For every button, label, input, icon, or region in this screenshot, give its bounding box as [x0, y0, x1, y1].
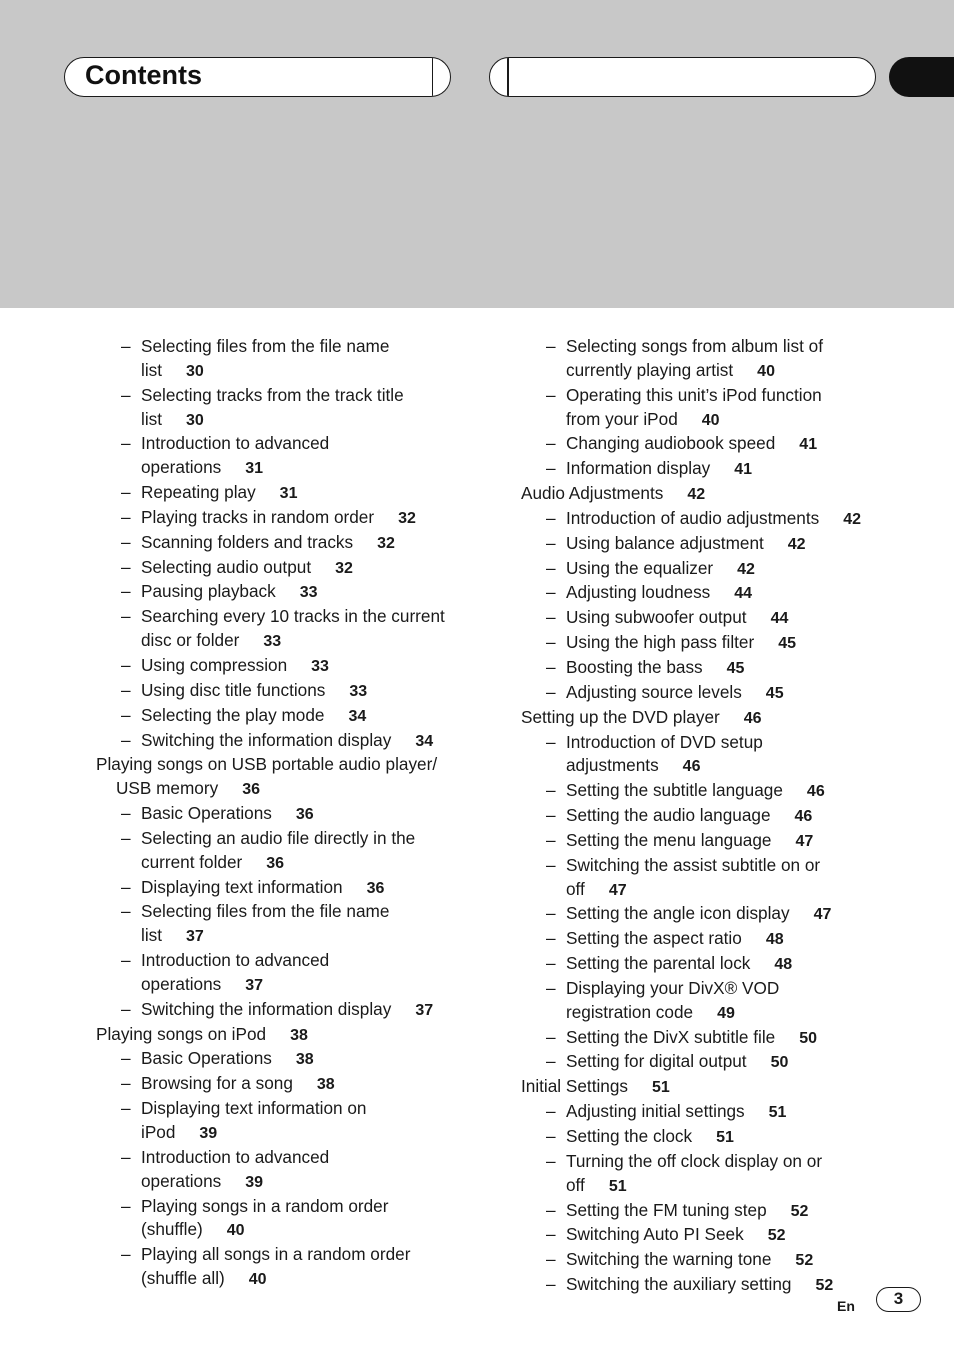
toc-dash: –	[546, 928, 556, 949]
toc-item[interactable]	[96, 1072, 496, 1097]
toc-page-number: 50	[799, 1029, 818, 1047]
toc-section[interactable]	[521, 482, 921, 507]
toc-page-number: 36	[295, 806, 314, 824]
toc-section[interactable]	[96, 1023, 496, 1048]
toc-item[interactable]	[521, 432, 921, 457]
toc-dash: –	[546, 731, 556, 752]
toc-dash: –	[121, 901, 131, 922]
toc-dash: –	[121, 1098, 131, 1119]
toc-item-label: Setting the aspect ratio	[566, 928, 742, 949]
toc-dash: –	[546, 977, 556, 998]
toc-item[interactable]	[521, 557, 921, 582]
toc-page-number: 51	[652, 1079, 670, 1097]
toc-item[interactable]	[96, 531, 496, 556]
toc-item[interactable]	[521, 656, 921, 681]
toc-page-number: 37	[415, 1001, 434, 1019]
toc-dash: –	[546, 532, 556, 553]
toc-item-label: Switching the information display	[141, 998, 392, 1019]
page-number-badge	[876, 1287, 921, 1312]
toc-dash: –	[546, 384, 556, 405]
toc-item-label: Displaying text information on	[141, 1098, 367, 1119]
toc-dash: –	[546, 1026, 556, 1047]
toc-item[interactable]	[96, 729, 496, 754]
toc-dash: –	[121, 1244, 131, 1265]
toc-item[interactable]	[521, 927, 921, 952]
toc-item-label: off	[566, 878, 585, 899]
toc-item-label: iPod	[141, 1122, 176, 1142]
toc-page-number: 52	[795, 1252, 814, 1270]
toc-dash: –	[121, 556, 131, 577]
toc-item-label: Displaying text information	[141, 876, 343, 897]
toc-item[interactable]	[521, 804, 921, 829]
toc-dash: –	[546, 336, 556, 356]
toc-page-number: 45	[778, 635, 797, 653]
toc-dash: –	[546, 656, 556, 677]
toc-page-number: 31	[279, 485, 298, 503]
toc-item[interactable]	[96, 580, 496, 605]
toc-item-label: current folder	[141, 851, 243, 872]
toc-page-number: 50	[770, 1054, 789, 1072]
toc-item[interactable]	[521, 1100, 921, 1125]
toc-item-label: Setting the parental lock	[566, 953, 751, 974]
page-number: 3	[893, 1289, 904, 1308]
toc-page-number: 46	[682, 758, 701, 776]
toc-page-number: 42	[787, 535, 806, 553]
toc-item-label: Information display	[566, 458, 711, 479]
toc-item[interactable]	[521, 507, 921, 532]
toc-item-label: Repeating play	[141, 482, 256, 503]
toc-item-label: Boosting the bass	[566, 656, 703, 677]
toc-page-number: 51	[716, 1129, 734, 1146]
footer-language: En	[837, 1298, 855, 1314]
toc-page-number: 46	[794, 808, 813, 826]
page-title: Contents	[85, 60, 202, 90]
toc-page-number: 40	[226, 1222, 245, 1240]
toc-item-label: (shuffle)	[141, 1219, 203, 1240]
toc-dash: –	[121, 827, 131, 848]
toc-dash: –	[546, 780, 556, 801]
toc-page-number: 51	[768, 1104, 787, 1122]
toc-dash: –	[121, 998, 131, 1019]
toc-item[interactable]	[96, 876, 496, 901]
toc-item-label: Browsing for a song	[141, 1073, 293, 1094]
toc-dash: –	[546, 1249, 556, 1270]
toc-item[interactable]	[96, 827, 496, 876]
toc-page-number: 41	[734, 461, 753, 479]
toc-dash: –	[546, 507, 556, 528]
toc-item[interactable]	[521, 1199, 921, 1224]
toc-item[interactable]	[521, 335, 921, 384]
toc-page-number: 47	[608, 881, 627, 899]
toc-item-label: Selecting songs from album list of	[566, 336, 823, 356]
toc-page-number: 44	[770, 610, 789, 628]
toc-item-label: Setting the FM tuning step	[566, 1199, 767, 1220]
toc-item-label: Selecting the play mode	[141, 704, 325, 725]
toc-dash: –	[121, 1195, 131, 1216]
toc-dash: –	[546, 1101, 556, 1122]
toc-item-label: Introduction to advanced	[141, 950, 330, 971]
toc-item-label: (shuffle all)	[141, 1268, 225, 1289]
toc-item[interactable]	[521, 681, 921, 706]
toc-item[interactable]	[521, 902, 921, 927]
toc-dash: –	[121, 606, 131, 627]
toc-page-number: 46	[806, 783, 825, 801]
toc-item[interactable]	[96, 900, 496, 949]
toc-item[interactable]	[521, 854, 921, 903]
toc-item-label: Basic Operations	[141, 1048, 272, 1069]
toc-page-number: 31	[245, 460, 264, 478]
toc-page-number: 30	[186, 411, 204, 429]
toc-item[interactable]	[521, 1050, 921, 1075]
toc-item-label: Adjusting initial settings	[566, 1101, 745, 1122]
toc-page-number: 36	[242, 781, 260, 799]
toc-dash: –	[121, 531, 131, 552]
toc-page-number: 52	[815, 1277, 834, 1295]
toc-item-label: Pausing playback	[141, 581, 276, 602]
toc-dash: –	[121, 581, 131, 602]
toc-item-label: operations	[141, 457, 222, 478]
toc-page-number: 46	[743, 709, 762, 727]
toc-dash: –	[121, 876, 131, 897]
toc-item-label: Changing audiobook speed	[566, 433, 776, 454]
toc-dash: –	[121, 1073, 131, 1094]
toc-item[interactable]	[521, 606, 921, 631]
toc-item-label: Selecting tracks from the track title	[141, 384, 404, 405]
toc-page-number: 33	[299, 584, 318, 602]
toc-page-number: 47	[795, 832, 814, 850]
toc-item-label: adjustments	[566, 755, 659, 776]
toc-item[interactable]	[96, 1097, 496, 1146]
toc-item-label: Initial Settings	[521, 1076, 629, 1097]
toc-item-label: Setting the subtitle language	[566, 780, 783, 801]
toc-item-label: Using disc title functions	[141, 679, 326, 700]
tab-divider	[507, 58, 509, 96]
toc-page-number: 44	[734, 585, 753, 603]
toc-page-number: 37	[186, 928, 204, 946]
toc-item[interactable]	[96, 1243, 496, 1292]
toc-item-label: Turning the off clock display on or	[566, 1150, 823, 1171]
toc-section[interactable]	[96, 753, 496, 802]
toc-item-label: Setting the DivX subtitle file	[566, 1026, 776, 1047]
toc-section[interactable]	[521, 1075, 921, 1100]
toc-dash: –	[546, 854, 556, 875]
toc-item[interactable]	[521, 829, 921, 854]
toc-item-label: from your iPod	[566, 408, 678, 429]
toc-dash: –	[121, 729, 131, 750]
toc-item-label: registration code	[566, 1001, 694, 1022]
toc-page-number: 40	[248, 1271, 267, 1289]
toc-item-label: disc or folder	[141, 630, 240, 651]
toc-item[interactable]	[521, 532, 921, 557]
toc-page-number: 32	[398, 509, 416, 527]
toc-item-label: operations	[141, 973, 222, 994]
toc-item-label: Switching the information display	[141, 729, 392, 750]
toc-page-number: 51	[608, 1177, 627, 1195]
toc-item[interactable]	[521, 977, 921, 1026]
toc-item[interactable]	[521, 952, 921, 977]
toc-page-number: 38	[295, 1051, 314, 1069]
toc-page-number: 33	[263, 633, 282, 651]
toc-page-number: 45	[765, 684, 784, 702]
toc-dash: –	[121, 384, 131, 405]
toc-item-label: currently playing artist	[566, 359, 734, 380]
toc-item[interactable]	[96, 481, 496, 506]
toc-page-number: 37	[245, 976, 264, 994]
toc-item-label: Switching the warning tone	[566, 1249, 772, 1270]
toc-page-number: 49	[717, 1004, 735, 1022]
toc-item-label: Playing songs on iPod	[96, 1023, 267, 1044]
toc-page-number: 41	[799, 436, 818, 454]
toc-item-label: USB memory	[116, 778, 219, 799]
toc-item[interactable]	[96, 1195, 496, 1244]
toc-item-label: Using the high pass filter	[566, 632, 755, 653]
toc-item[interactable]	[521, 581, 921, 606]
toc-page-number: 42	[737, 560, 755, 578]
toc-dash: –	[121, 654, 131, 675]
toc-item-label: Scanning folders and tracks	[141, 531, 354, 552]
toc-page-number: 52	[790, 1202, 809, 1220]
toc-item-label: Switching Auto PI Seek	[566, 1224, 744, 1245]
header-band	[0, 0, 954, 308]
toc-page-number: 39	[199, 1125, 218, 1142]
toc-dash: –	[121, 433, 131, 454]
toc-item-label: list	[141, 925, 163, 946]
toc-item[interactable]	[96, 802, 496, 827]
toc-dash: –	[546, 433, 556, 454]
blank-tab	[489, 57, 876, 97]
toc-page-number: 36	[366, 879, 385, 897]
toc-item-label: Introduction to advanced	[141, 1146, 330, 1167]
toc-page-number: 38	[316, 1076, 335, 1094]
toc-item[interactable]	[96, 679, 496, 704]
toc-item[interactable]	[96, 1047, 496, 1072]
toc-item-label: Searching every 10 tracks in the current	[141, 606, 445, 627]
toc-dash: –	[121, 482, 131, 503]
toc-right-column	[521, 335, 921, 1298]
toc-item[interactable]	[521, 731, 921, 780]
toc-item[interactable]	[96, 335, 496, 384]
toc-item[interactable]	[521, 779, 921, 804]
toc-item-label: Setting up the DVD player	[521, 706, 720, 727]
toc-dash: –	[546, 1126, 556, 1146]
toc-item-label: operations	[141, 1170, 222, 1191]
toc-page-number: 39	[245, 1173, 264, 1191]
toc-item-label: Selecting an audio file directly in the	[141, 827, 416, 848]
toc-dash: –	[121, 1048, 131, 1069]
toc-section[interactable]	[521, 706, 921, 731]
toc-item-label: Switching the auxiliary setting	[566, 1274, 792, 1295]
toc-page-number: 32	[335, 559, 353, 577]
toc-item-label: off	[566, 1174, 585, 1195]
toc-dash: –	[546, 1274, 556, 1295]
toc-dash: –	[546, 903, 556, 924]
toc-item-label: Adjusting loudness	[566, 582, 711, 603]
toc-dash: –	[121, 679, 131, 700]
toc-page-number: 34	[415, 732, 434, 750]
toc-page-number: 34	[348, 707, 367, 725]
toc-item-label: Selecting audio output	[141, 556, 312, 577]
toc-item[interactable]	[521, 1125, 921, 1150]
toc-dash: –	[546, 607, 556, 628]
toc-item[interactable]	[96, 704, 496, 729]
toc-dash: –	[121, 704, 131, 725]
toc-page-number: 48	[774, 956, 793, 974]
toc-item-label: Playing songs on USB portable audio player/	[96, 754, 438, 775]
toc-item-label: Using compression	[141, 654, 288, 675]
toc-item[interactable]	[521, 457, 921, 482]
toc-dash: –	[546, 1199, 556, 1220]
title-tab	[64, 57, 451, 97]
toc-item-label: Using subwoofer output	[566, 607, 747, 628]
toc-item-label: Introduction of audio adjustments	[566, 507, 820, 528]
toc-left-column	[96, 335, 496, 1292]
toc-item-label: Displaying your DivX® VOD	[566, 977, 780, 998]
toc-item[interactable]	[96, 605, 496, 654]
toc-dash: –	[546, 681, 556, 702]
toc-page-number: 42	[687, 486, 706, 504]
toc-item-label: Introduction of DVD setup	[566, 731, 763, 752]
toc-item-label: Using balance adjustment	[566, 532, 764, 553]
toc-item-label: Basic Operations	[141, 803, 272, 824]
toc-item-label: Playing songs in a random order	[141, 1195, 389, 1216]
toc-dash: –	[121, 950, 131, 971]
toc-item-label: Audio Adjustments	[521, 483, 664, 504]
toc-item-label: Adjusting source levels	[566, 681, 742, 702]
toc-item[interactable]	[96, 998, 496, 1023]
toc-item-label: Switching the assist subtitle on or	[566, 854, 821, 875]
toc-page-number: 52	[767, 1227, 786, 1245]
toc-item[interactable]	[521, 1026, 921, 1051]
toc-item[interactable]	[521, 631, 921, 656]
toc-dash: –	[546, 458, 556, 479]
toc-dash: –	[121, 336, 131, 356]
toc-page-number: 45	[726, 659, 745, 677]
toc-item-label: Using the equalizer	[566, 557, 714, 578]
toc-item-label: Introduction to advanced	[141, 433, 330, 454]
toc-dash: –	[546, 953, 556, 974]
toc-page-number: 47	[813, 906, 832, 924]
toc-item-label: Setting the audio language	[566, 805, 771, 826]
toc-item[interactable]	[96, 654, 496, 679]
toc-dash: –	[546, 582, 556, 603]
toc-dash: –	[546, 1224, 556, 1245]
toc-page-number: 40	[757, 362, 775, 380]
toc-item-label: Selecting files from the file name	[141, 901, 390, 922]
toc-item-label: list	[141, 359, 163, 380]
toc-dash: –	[546, 557, 556, 578]
toc-item[interactable]	[521, 384, 921, 433]
toc-item[interactable]	[96, 556, 496, 581]
toc-dash: –	[546, 1051, 556, 1072]
toc-dash: –	[121, 506, 131, 527]
toc-page-number: 33	[349, 682, 368, 700]
toc-item[interactable]	[521, 1273, 921, 1298]
toc-item[interactable]	[96, 384, 496, 433]
toc-item[interactable]	[96, 1146, 496, 1195]
toc-page-number: 30	[186, 362, 204, 380]
toc-page-number: 38	[290, 1026, 308, 1044]
toc-page-number: 32	[377, 534, 395, 552]
toc-item-label: Setting for digital output	[566, 1051, 747, 1072]
toc-item-label: Setting the menu language	[566, 829, 772, 850]
toc-item[interactable]	[521, 1248, 921, 1273]
toc-item[interactable]	[96, 506, 496, 531]
toc-dash: –	[546, 829, 556, 850]
toc-item-label: Playing all songs in a random order	[141, 1244, 411, 1265]
toc-dash: –	[121, 1146, 131, 1167]
toc-item[interactable]	[521, 1223, 921, 1248]
toc-page-number: 40	[701, 411, 720, 429]
toc-page-number: 48	[765, 931, 784, 949]
toc-item-label: Operating this unit’s iPod function	[566, 384, 822, 405]
toc-item-label: Setting the clock	[566, 1126, 693, 1146]
toc-dash: –	[546, 632, 556, 653]
toc-dash: –	[546, 805, 556, 826]
toc-dash: –	[121, 803, 131, 824]
toc-item-label: Selecting files from the file name	[141, 336, 390, 356]
toc-item-label: Playing tracks in random order	[141, 506, 375, 527]
toc-page-number: 42	[843, 510, 861, 528]
toc-item-label: Setting the angle icon display	[566, 903, 790, 924]
toc-item-label: list	[141, 408, 163, 429]
toc-item[interactable]	[96, 949, 496, 998]
toc-page-number: 33	[311, 657, 329, 675]
toc-dash: –	[546, 1150, 556, 1171]
toc-item[interactable]	[521, 1150, 921, 1199]
section-marker-tab	[889, 57, 954, 97]
tab-divider	[432, 58, 434, 96]
toc-item[interactable]	[96, 432, 496, 481]
toc-page-number: 36	[266, 854, 285, 872]
